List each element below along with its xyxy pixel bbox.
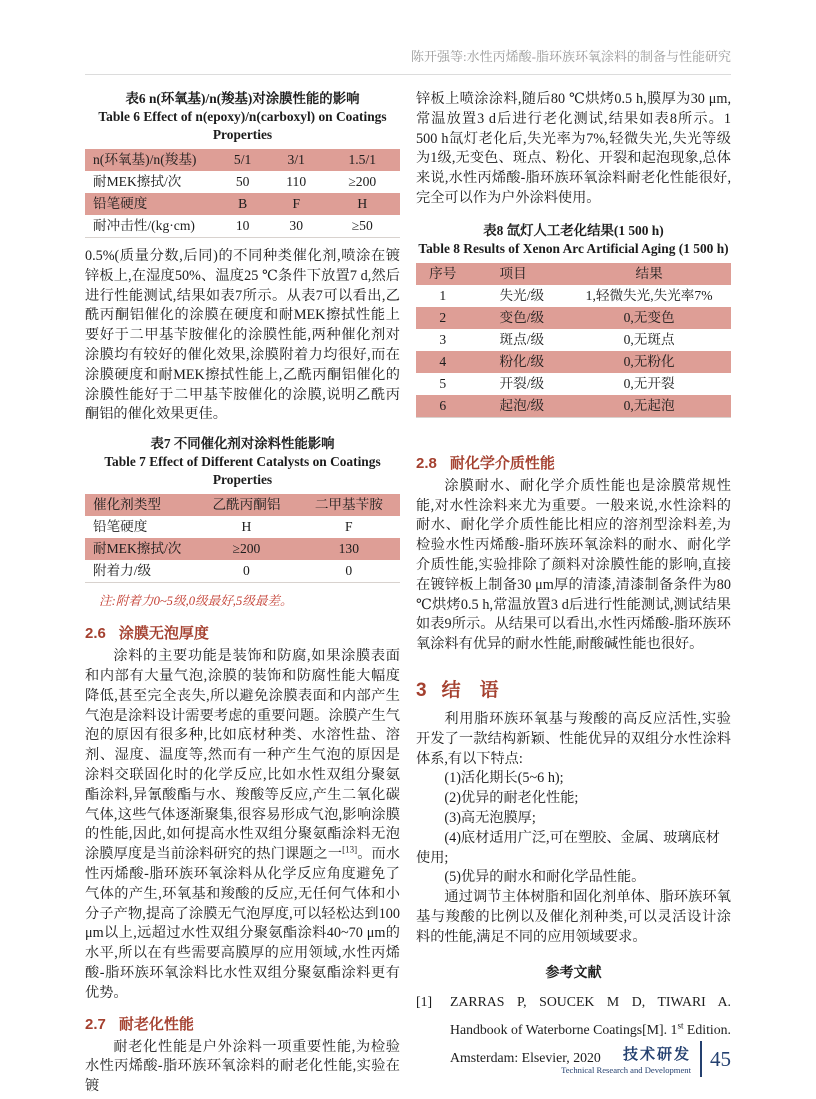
conclusion-item-4: (4)底材适用广泛,可在塑胶、金属、玻璃底材使用; [416,829,720,866]
table7-note: 注:附着力0~5级,0级最好,5级最差。 [99,594,293,609]
paragraph-catalyst-results [85,247,400,425]
footer-label-en: Technical Research and Development [561,1065,691,1075]
table-row [85,538,400,560]
paragraph-text: 0.5%(质量分数,后同)的不同种类催化剂,喷涂在镀锌板上,在湿度50%、温度25 ℃条件下放置7 d,然后进行性能测试,结果如表7所示。从表7可以看出,乙酰丙酮铝催化的涂膜在硬度和耐MEK擦拭性能上要好于二甲基苄胺催化的涂膜性能,两种催化剂对涂膜均有较好的催化效果,涂膜附着力均很好,而在涂膜硬度和耐MEK擦拭性能上,乙酰丙酮铝催化的涂膜性能好于二甲基苄胺催化的涂膜,说明乙酰丙酮铝的催化效果更佳。 [85,248,400,423]
table-row [85,494,400,516]
paragraph-text: 利用脂环族环氧基与羧酸的高反应活性,实验开发了一款结构新颖、性能优异的双组分水性涂料体系,有以下特点: [416,710,731,767]
table-cell: 6 [439,397,447,413]
page-footer [561,1041,731,1077]
reference-superscript: st [677,1019,684,1030]
table-cell: 项目 [499,265,527,281]
table-row [416,395,731,418]
section-2-8-paragraph [416,477,731,655]
table6-body [85,149,400,238]
table-row [416,329,731,351]
table-cell: 0 [345,563,353,579]
section-2-7-paragraph [85,1038,400,1097]
table-cell: 10 [235,218,250,233]
section-number: 2.6 [85,625,106,643]
table-cell: ≥200 [348,174,377,189]
paragraph-text: 锌板上喷涂涂料,随后80 ℃烘烤0.5 h,膜厚为30 μm,常温放置3 d后进行老化测试,结果如表8所示。1 500 h氙灯老化后,失光率为7%,轻微失光,失光等级为1级,无变色、斑点、粉化、开裂和起泡现象,总体来说,水性丙烯酸-脂环族环氧涂料耐老化性能很好,完全可以作为户外涂料使用。 [416,91,731,206]
table6-caption-cn: 表6 n(环氧基)/n(羧基)对涂膜性能的影响 [125,91,360,106]
table-row [85,193,400,215]
reference-label: [1] [416,993,433,1009]
reference-text-part: Edition. Amsterdam: Elsevier, 2020 [450,1021,731,1065]
table-cell: 0,无粉化 [623,353,675,369]
section-3-intro [416,710,731,769]
table-cell: 结果 [635,265,663,281]
table6-caption-en: Table 6 Effect of n(epoxy)/n(carboxyl) on Coatings Properties [98,109,387,142]
table-row [85,149,400,171]
table-cell: 耐冲击性/(kg·cm) [93,218,195,233]
table-cell: 110 [286,174,307,189]
right-column [416,90,731,1097]
section-number: 2.7 [85,1015,106,1033]
table6 [85,149,400,238]
table8-caption-en: Table 8 Results of Xenon Arc Artificial Aging (1 500 h) [418,240,729,256]
table-cell: 3/1 [287,152,305,167]
footer-divider [700,1041,702,1077]
paragraph-aging-results [416,90,731,209]
table6-caption [85,90,400,144]
section-title: 耐化学介质性能 [449,454,555,472]
section-number: 2.8 [416,454,437,472]
table-cell: 乙酰丙酮铝 [212,497,281,513]
table-cell: 起泡/级 [499,397,545,413]
paragraph-text: 。而水性丙烯酸-脂环族环氧涂料从化学反应角度避免了气体的产生,环氧基和羧酸的反应,无任何气体和小分子产物,提高了涂膜无气泡厚度,可以轻松达到100 μm以上,远超过水性双组分聚氨酯涂料40~70 μm的水平,所以在有些需要高膜厚的应用领域,水性丙烯酸-脂环族环氧涂料比水性双组分聚氨酯涂料更有优势。 [85,846,400,1001]
footer-label-cn: 技术研发 [622,1046,691,1063]
section-title: 结 语 [441,679,499,701]
table-row [85,560,400,583]
section-2-8-heading [416,452,731,473]
table-cell: F [345,519,353,535]
left-column [85,90,400,1097]
two-column-layout [85,90,731,1097]
table-cell: 催化剂类型 [93,497,161,513]
table8-caption-cn: 表8 氙灯人工老化结果(1 500 h) [483,222,664,238]
table-row [416,307,731,329]
section-2-6-paragraph [85,647,400,1003]
table-cell: 序号 [429,265,457,281]
table-cell: 开裂/级 [499,375,545,391]
table-cell: 0,无变色 [623,309,675,325]
table-row [416,285,731,307]
table8-body [416,263,731,418]
references-title: 参考文献 [545,963,602,980]
conclusion-item-3: (3)高无泡膜厚; [444,809,536,826]
paragraph-text: 通过调节主体树脂和固化剂单体、脂环族环氧基与羧酸的比例以及催化剂种类,可以灵活设计涂料的性能,满足不同的应用领域要求。 [416,889,731,945]
section-2-6-heading [85,622,400,643]
table-cell: ≥50 [351,218,373,233]
table-cell: 铅笔硬度 [93,519,148,535]
table-cell: 变色/级 [499,309,545,325]
table-row [85,516,400,538]
table-cell: 4 [439,353,447,369]
table-cell: F [292,196,300,211]
table-cell: 失光/级 [499,287,545,303]
section-title: 耐老化性能 [118,1015,194,1033]
table-cell: B [238,196,248,211]
table-cell: 30 [289,218,304,233]
paragraph-text: 涂料的主要功能是装饰和防腐,如果涂膜表面和内部有大量气泡,涂膜的装饰和防腐性能大幅度降低,甚至完全丧失,所以避免涂膜表面和内部产生气泡是涂料设计需要考虑的重要问题。涂膜产生气泡的原因有很多种,比如底材种类、水溶性盐、溶剂、湿度、温度等,然而有一种产生气泡的原因是涂料交联固化时的化学反应,比如水性双组分聚氨酯涂料,异氰酸酯与水、羧酸等反应,产生二氧化碳气体,这些气体逐渐聚集,很容易形成气泡,影响涂膜的性能,因此,如何提高水性双组分聚氨酯涂料无泡涂膜厚度是当前涂料研究的热门课题之一 [85,648,400,863]
table-row [416,263,731,285]
table7-body [85,494,400,583]
table-cell: 1 [439,287,447,303]
table-cell: 50 [235,174,250,189]
table-row [416,373,731,395]
paragraph-text: 耐老化性能是户外涂料一项重要性能,为检验水性丙烯酸-脂环族环氧涂料的耐老化性能,实验在镀 [85,1038,400,1095]
table-cell: 0,无起泡 [623,397,675,413]
table-cell: 5 [439,375,447,391]
table7-caption [85,435,400,489]
conclusion-item-5: (5)优异的耐水和耐化学品性能。 [444,869,646,886]
section-3-closing [416,888,731,947]
running-head-title: 陈开强等:水性丙烯酸-脂环族环氧涂料的制备与性能研究 [85,46,731,75]
table-cell: 5/1 [233,152,252,167]
page-number: 45 [710,1046,731,1071]
conclusion-item-2: (2)优异的耐老化性能; [444,790,579,807]
table8-caption [416,222,731,258]
table-cell: 0,无开裂 [623,375,675,391]
footer-section-label [561,1043,691,1075]
section-3-heading [416,675,731,702]
citation-13: [13] [342,844,358,855]
table-row [416,351,731,373]
table-cell: 附着力/级 [93,563,152,579]
table-cell: 耐MEK擦拭/次 [93,174,182,189]
table-cell: H [241,519,252,535]
table7-caption-cn: 表7 不同催化剂对涂料性能影响 [150,436,335,452]
table7-caption-en: Table 7 Effect of Different Catalysts on Coatings Properties [104,454,381,488]
table-cell: 二甲基苄胺 [314,497,383,513]
table-cell: 耐MEK擦拭/次 [93,541,182,557]
table-cell: 2 [439,309,447,325]
table-row [85,171,400,193]
table-row [85,215,400,238]
table-cell: 0 [243,563,250,579]
section-2-7-heading [85,1013,400,1034]
section-number: 3 [416,679,427,701]
conclusion-item-1: (1)活化期长(5~6 h); [444,770,564,787]
section-title: 涂膜无泡厚度 [118,625,209,643]
table7 [85,494,400,583]
reference-text-part: ZARRAS P, SOUCEK M D, TIWARI A. Handbook of Waterborne Coatings[M]. 1 [450,993,731,1037]
table-cell: n(环氧基)/n(羧基) [93,152,197,167]
table-cell: ≥200 [232,541,261,557]
table-cell: 铅笔硬度 [93,196,148,211]
table-cell: H [357,196,368,211]
table-cell: 斑点/级 [499,331,545,347]
table-cell: 1,轻微失光,失光率7% [585,287,713,303]
table-cell: 0,无斑点 [623,331,675,347]
paragraph-text: 涂膜耐水、耐化学介质性能也是涂膜常规性能,对水性涂料来尤为重要。一般来说,水性涂料的耐水、耐化学介质性能比相应的溶剂型涂料差,为检验水性丙烯酸-脂环族环氧涂料的耐水、耐化学介质性能,实验排除了颜料对涂膜性能的影响,直接在镀锌板上制备30 μm厚的清漆,清漆制备条件为80 ℃烘烤0.5 h,常温放置3 d后进行性能测试,测试结果如表9所示。从结果可以看出,水性丙烯酸-脂环族环氧涂料有优异的耐水性能,耐酸碱性能也很好。 [416,477,731,653]
table-cell: 130 [338,541,359,557]
table-cell: 3 [439,331,447,347]
table8 [416,263,731,418]
table-cell: 粉化/级 [499,353,545,369]
table-cell: 1.5/1 [348,152,377,167]
